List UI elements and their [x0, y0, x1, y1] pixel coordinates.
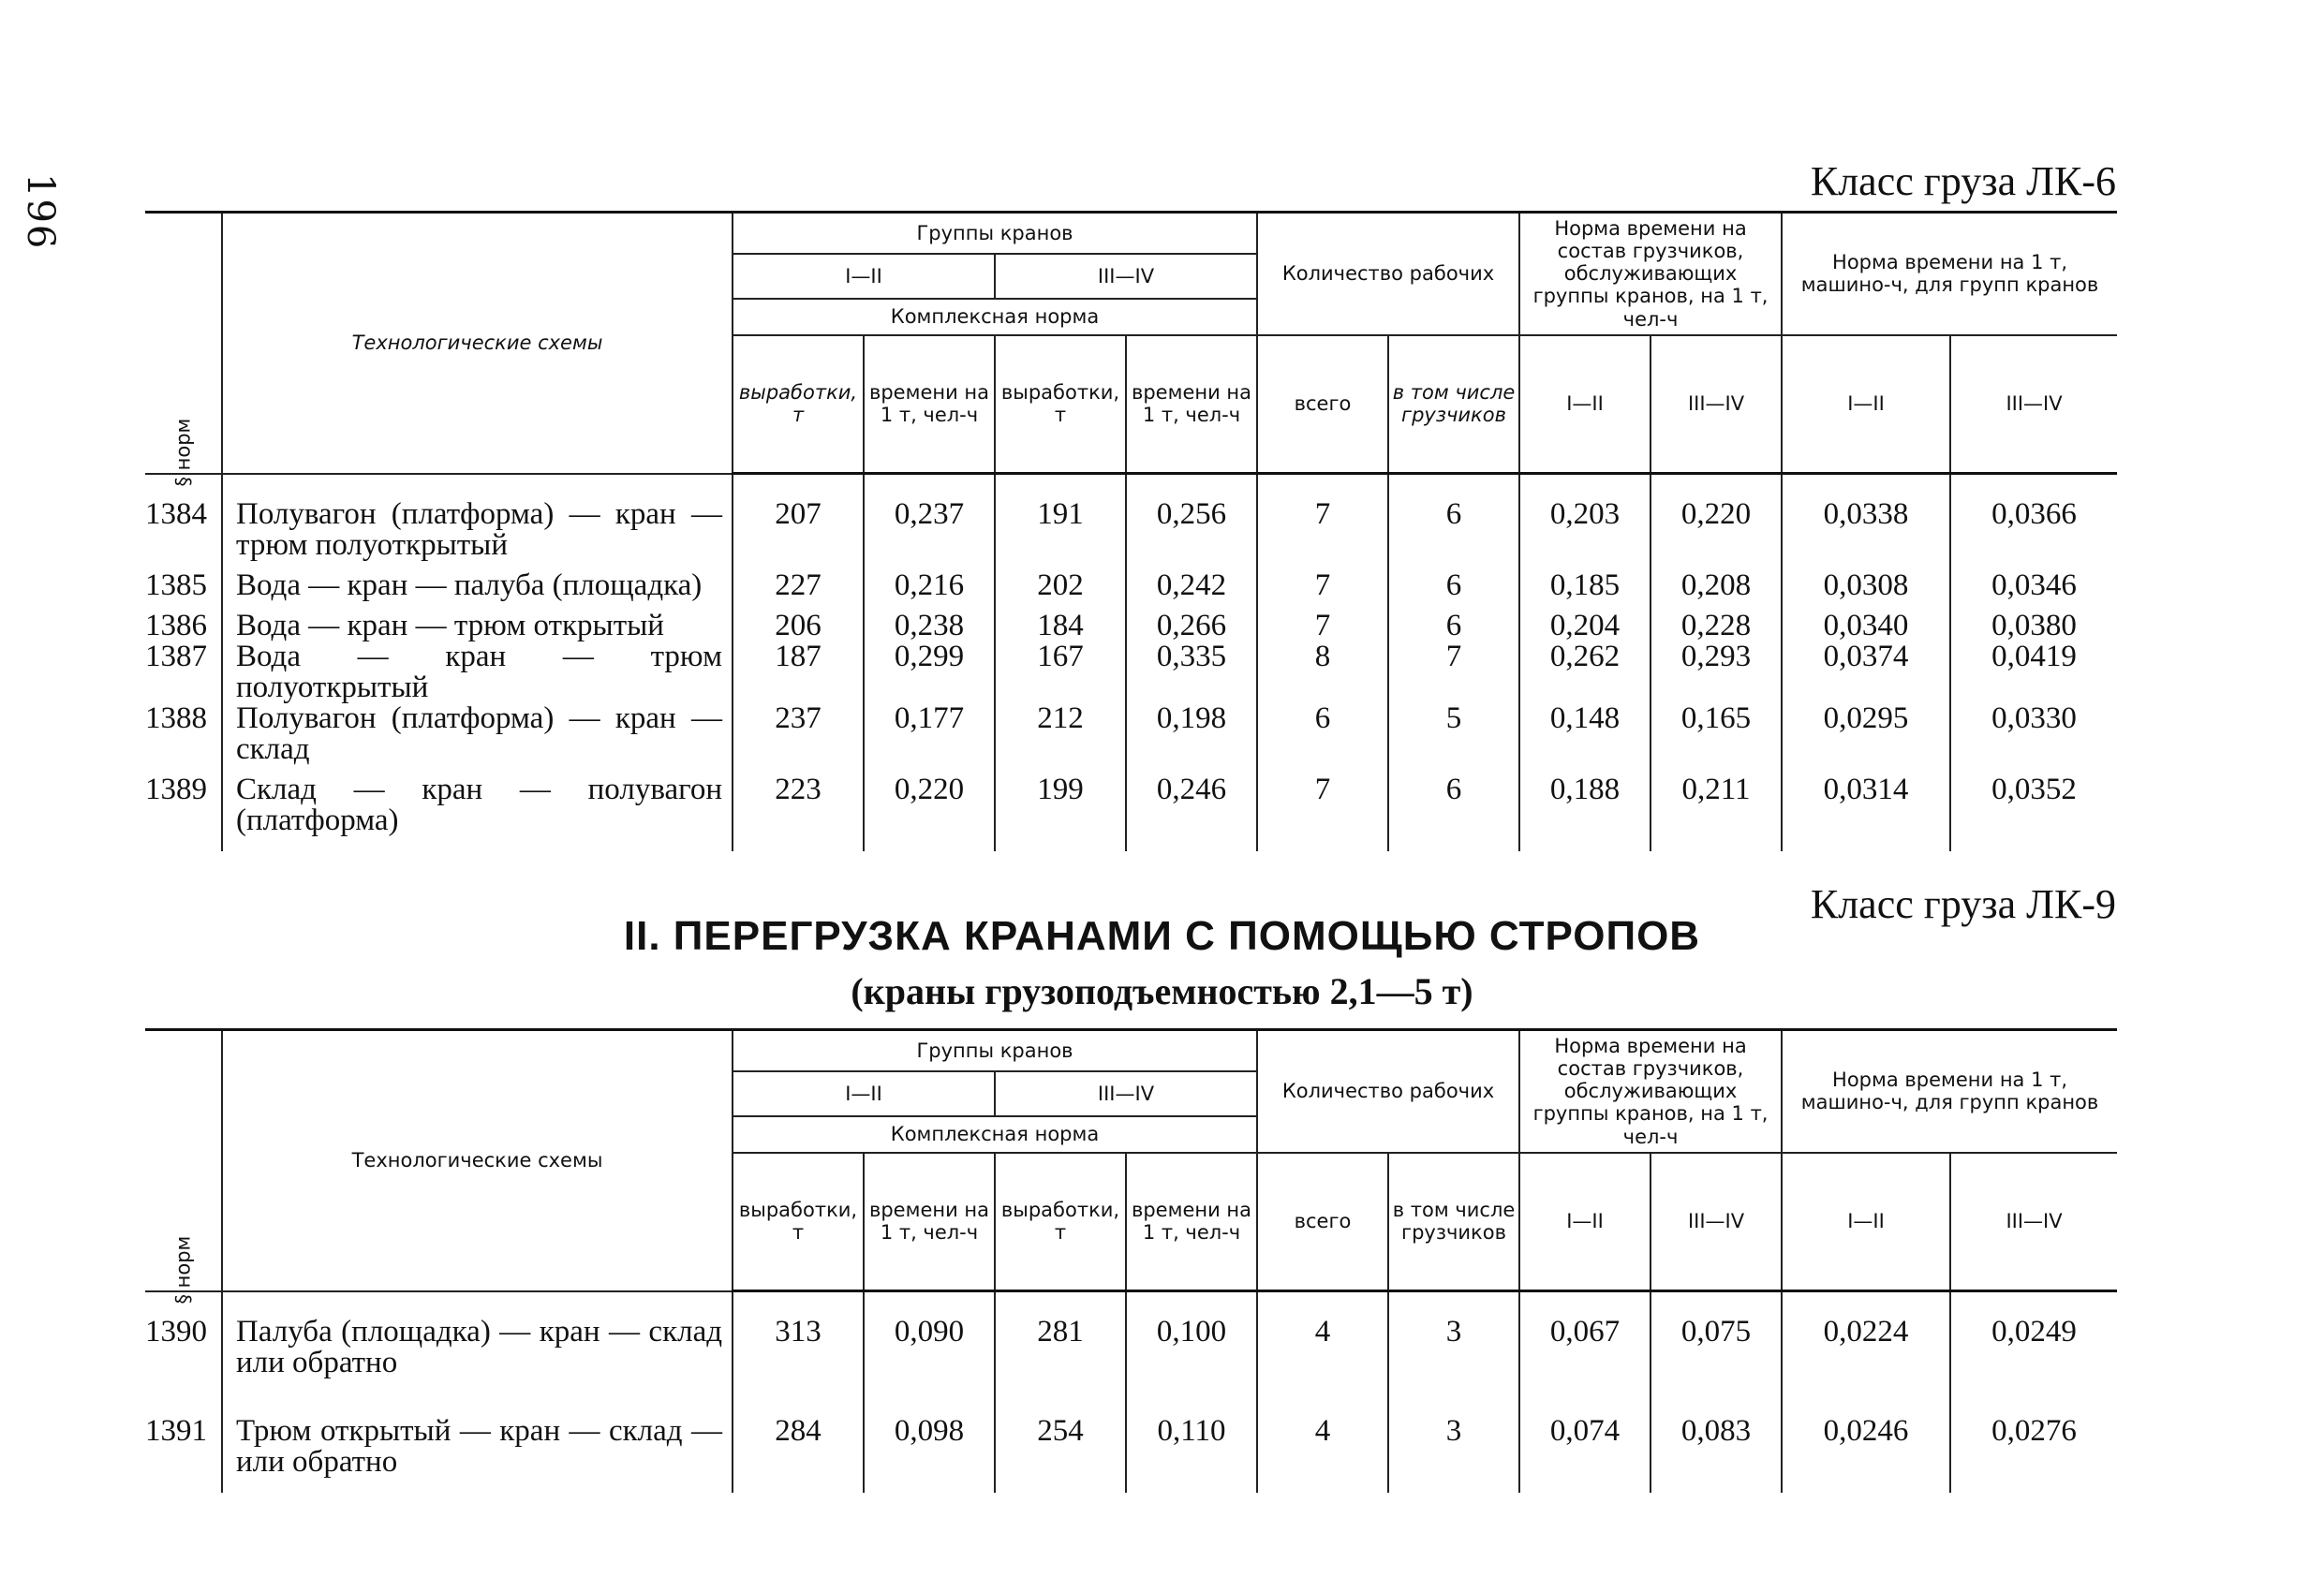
machine-norm-value: 0,0308 [1782, 561, 1950, 601]
time-value: 0,177 [864, 703, 995, 765]
time-value: 0,335 [1126, 641, 1257, 703]
scheme-text: Вода — кран — палуба (площадка) [222, 561, 733, 601]
machine-norm-value: 0,0330 [1950, 703, 2117, 765]
output-value: 281 [995, 1291, 1126, 1378]
norms-table-1 [145, 211, 2117, 851]
output-value: 284 [733, 1378, 864, 1493]
machine-norm-value: 0,0340 [1782, 601, 1950, 641]
machine-norm-value: 0,0380 [1950, 601, 2117, 641]
time-value: 0,090 [864, 1291, 995, 1378]
time-value: 0,220 [864, 765, 995, 851]
loaders-norm-value: 0,067 [1519, 1291, 1650, 1378]
output-value: 212 [995, 703, 1126, 765]
norm-number-header: § норм [145, 1030, 222, 1291]
total-workers: 7 [1257, 601, 1388, 641]
output-value: 191 [995, 474, 1126, 561]
total-workers: 4 [1257, 1378, 1388, 1493]
machine-norm-value: 0,0352 [1950, 765, 2117, 851]
loaders-norm-value: 0,188 [1519, 765, 1650, 851]
norm-number: 1387 [145, 639, 207, 673]
norm-number: 1388 [145, 700, 207, 735]
loaders-norm-value: 0,083 [1650, 1378, 1782, 1493]
time-value: 0,237 [864, 474, 995, 561]
machine-norm-value: 0,0419 [1950, 641, 2117, 703]
total-workers: 7 [1257, 765, 1388, 851]
cargo-class-label-2: Класс груза ЛК-9 [1810, 881, 2116, 927]
loaders-count: 7 [1388, 641, 1519, 703]
loaders-time-norm-header: Норма времени на состав грузчиков, обслуживающих группы кранов, на 1 т, чел-ч [1519, 1030, 1782, 1153]
scheme-header: Технологические схемы [222, 213, 733, 474]
loaders-norm-value: 0,204 [1519, 601, 1650, 641]
output-value: 207 [733, 474, 864, 561]
table-row [145, 561, 2117, 601]
norm-number: 1386 [145, 608, 207, 642]
scheme-text: Палуба (площадка) — кран — склад или обратно [222, 1291, 733, 1378]
output-header: выработки, т [733, 1153, 864, 1291]
cargo-class-label-1: Класс груза ЛК-6 [1810, 158, 2116, 204]
norms-table-2 [145, 1028, 2117, 1493]
machine-norm-value: 0,0249 [1950, 1291, 2117, 1378]
scheme-text: Полувагон (платформа) — кран — трюм полуоткрытый [222, 474, 733, 561]
loaders-count: 6 [1388, 474, 1519, 561]
output-value: 313 [733, 1291, 864, 1378]
time-value: 0,242 [1126, 561, 1257, 601]
group-iii-iv-header: III—IV [1650, 335, 1782, 474]
output-header: выработки, т [995, 335, 1126, 474]
complex-norm-header: Комплексная норма [733, 299, 1257, 334]
loaders-norm-value: 0,220 [1650, 474, 1782, 561]
norm-number: 1385 [145, 568, 207, 602]
time-header: времени на 1 т, чел-ч [864, 335, 995, 474]
group-i-ii-header: I—II [1519, 335, 1650, 474]
output-value: 237 [733, 703, 864, 765]
machine-norm-value: 0,0246 [1782, 1378, 1950, 1493]
crane-groups-header: Группы кранов [733, 1030, 1257, 1071]
loaders-norm-value: 0,074 [1519, 1378, 1650, 1493]
incl-loaders-header: в том числе грузчиков [1388, 1153, 1519, 1291]
scheme-text: Вода — кран — трюм открытый [222, 601, 733, 641]
norm-number: 1389 [145, 772, 207, 806]
loaders-count: 3 [1388, 1378, 1519, 1493]
crane-groups-header: Группы кранов [733, 213, 1257, 254]
loaders-norm-value: 0,203 [1519, 474, 1650, 561]
incl-loaders-header: в том числе грузчиков [1388, 335, 1519, 474]
group-i-ii-header: I—II [1782, 1153, 1950, 1291]
output-header: выработки, т [733, 335, 864, 474]
loaders-norm-value: 0,075 [1650, 1291, 1782, 1378]
page-number: 196 [19, 173, 62, 251]
total-workers: 7 [1257, 474, 1388, 561]
total-workers-header: всего [1257, 335, 1388, 474]
time-value: 0,198 [1126, 703, 1257, 765]
machine-time-norm-header: Норма времени на 1 т, машино-ч, для групп кранов [1782, 213, 2117, 335]
loaders-count: 6 [1388, 765, 1519, 851]
machine-norm-value: 0,0374 [1782, 641, 1950, 703]
machine-time-norm-header: Норма времени на 1 т, машино-ч, для групп кранов [1782, 1030, 2117, 1153]
scheme-text: Вода — кран — трюм полуоткрытый [222, 641, 733, 703]
loaders-time-norm-header: Норма времени на состав грузчиков, обслуживающих группы кранов, на 1 т, чел-ч [1519, 213, 1782, 335]
machine-norm-value: 0,0338 [1782, 474, 1950, 561]
group-i-ii-header: I—II [733, 1071, 995, 1116]
scheme-header: Технологические схемы [222, 1030, 733, 1291]
table-row [145, 765, 2117, 851]
group-iii-iv-header: III—IV [1950, 335, 2117, 474]
total-workers: 8 [1257, 641, 1388, 703]
norm-number: 1384 [145, 496, 207, 531]
total-workers-header: всего [1257, 1153, 1388, 1291]
total-workers: 6 [1257, 703, 1388, 765]
section-subtitle: (краны грузоподъемностью 2,1—5 т) [851, 970, 1473, 1012]
output-value: 167 [995, 641, 1126, 703]
machine-norm-value: 0,0314 [1782, 765, 1950, 851]
output-value: 227 [733, 561, 864, 601]
group-iii-iv-header: III—IV [1650, 1153, 1782, 1291]
loaders-norm-value: 0,228 [1650, 601, 1782, 641]
total-workers: 7 [1257, 561, 1388, 601]
time-value: 0,098 [864, 1378, 995, 1493]
output-value: 254 [995, 1378, 1126, 1493]
group-i-ii-header: I—II [1782, 335, 1950, 474]
machine-norm-value: 0,0366 [1950, 474, 2117, 561]
group-iii-iv-header: III—IV [995, 1071, 1257, 1116]
group-i-ii-header: I—II [1519, 1153, 1650, 1291]
scheme-text: Трюм открытый — кран — склад — или обратно [222, 1378, 733, 1493]
norm-number: 1390 [145, 1314, 207, 1349]
time-value: 0,216 [864, 561, 995, 601]
time-value: 0,246 [1126, 765, 1257, 851]
loaders-norm-value: 0,185 [1519, 561, 1650, 601]
time-value: 0,256 [1126, 474, 1257, 561]
loaders-norm-value: 0,165 [1650, 703, 1782, 765]
table-row [145, 641, 2117, 703]
output-value: 187 [733, 641, 864, 703]
table-row [145, 474, 2117, 561]
loaders-norm-value: 0,148 [1519, 703, 1650, 765]
scheme-text: Склад — кран — полувагон (платформа) [222, 765, 733, 851]
complex-norm-header: Комплексная норма [733, 1116, 1257, 1152]
section-title: II. ПЕРЕГРУЗКА КРАНАМИ С ПОМОЩЬЮ СТРОПОВ [623, 913, 1701, 959]
group-i-ii-header: I—II [733, 254, 995, 299]
time-header: времени на 1 т, чел-ч [1126, 335, 1257, 474]
loaders-count: 6 [1388, 601, 1519, 641]
output-value: 223 [733, 765, 864, 851]
workers-count-header: Количество рабочих [1257, 213, 1519, 335]
machine-norm-value: 0,0295 [1782, 703, 1950, 765]
time-value: 0,299 [864, 641, 995, 703]
table-row [145, 1291, 2117, 1378]
norm-number-header: § норм [145, 213, 222, 474]
time-value: 0,110 [1126, 1378, 1257, 1493]
table-row [145, 1378, 2117, 1493]
group-iii-iv-header: III—IV [1950, 1153, 2117, 1291]
time-value: 0,100 [1126, 1291, 1257, 1378]
machine-norm-value: 0,0346 [1950, 561, 2117, 601]
table-row [145, 703, 2117, 765]
scheme-text: Полувагон (платформа) — кран — склад [222, 703, 733, 765]
loaders-norm-value: 0,211 [1650, 765, 1782, 851]
time-value: 0,238 [864, 601, 995, 641]
workers-count-header: Количество рабочих [1257, 1030, 1519, 1153]
output-value: 184 [995, 601, 1126, 641]
total-workers: 4 [1257, 1291, 1388, 1378]
table-row [145, 601, 2117, 641]
time-header: времени на 1 т, чел-ч [864, 1153, 995, 1291]
output-value: 199 [995, 765, 1126, 851]
loaders-count: 5 [1388, 703, 1519, 765]
loaders-norm-value: 0,293 [1650, 641, 1782, 703]
group-iii-iv-header: III—IV [995, 254, 1257, 299]
loaders-norm-value: 0,262 [1519, 641, 1650, 703]
time-value: 0,266 [1126, 601, 1257, 641]
loaders-norm-value: 0,208 [1650, 561, 1782, 601]
output-header: выработки, т [995, 1153, 1126, 1291]
loaders-count: 6 [1388, 561, 1519, 601]
loaders-count: 3 [1388, 1291, 1519, 1378]
output-value: 206 [733, 601, 864, 641]
output-value: 202 [995, 561, 1126, 601]
machine-norm-value: 0,0276 [1950, 1378, 2117, 1493]
norm-number: 1391 [145, 1413, 207, 1448]
machine-norm-value: 0,0224 [1782, 1291, 1950, 1378]
time-header: времени на 1 т, чел-ч [1126, 1153, 1257, 1291]
